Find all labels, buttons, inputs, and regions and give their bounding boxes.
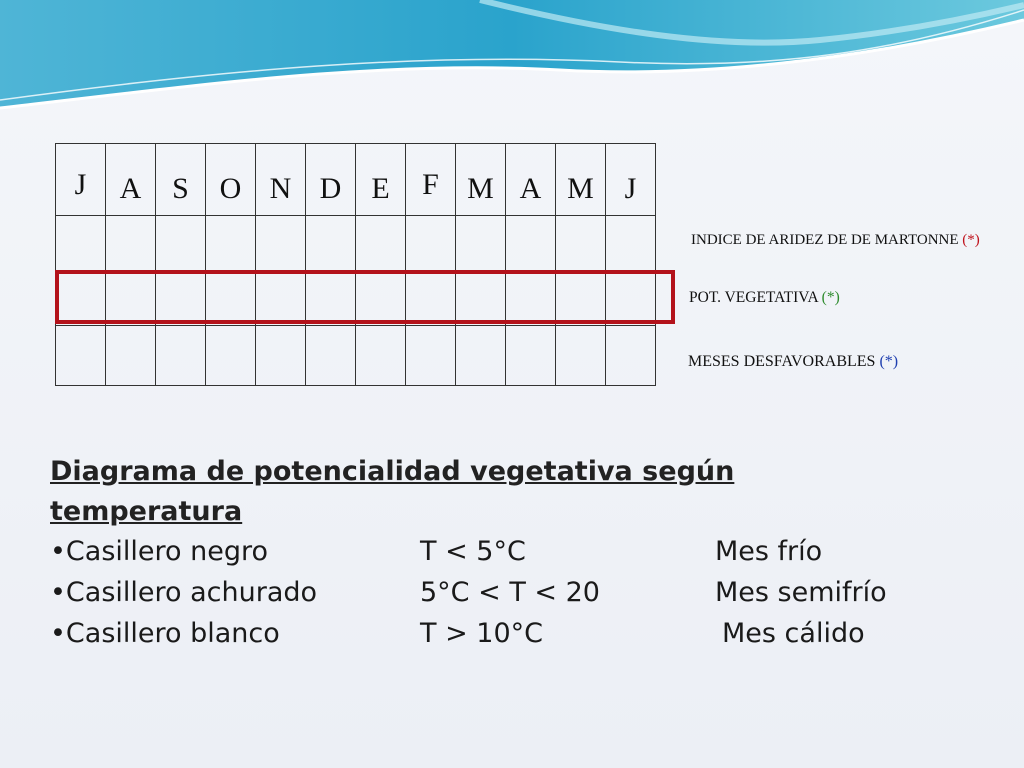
grid-cell bbox=[356, 326, 406, 386]
month-label: A bbox=[119, 171, 142, 205]
grid-cell bbox=[206, 326, 256, 386]
row-label-text: INDICE DE ARIDEZ DE DE MARTONNE bbox=[691, 232, 959, 248]
caption-title: Diagrama de potencialidad vegetativa según temperatura bbox=[50, 456, 735, 527]
month-cell bbox=[556, 144, 606, 216]
grid-cell bbox=[556, 326, 606, 386]
legend-row bbox=[50, 614, 990, 655]
grid-cell bbox=[356, 216, 406, 271]
month-header-row bbox=[56, 144, 656, 216]
row-label-asterisk: (*) bbox=[962, 232, 980, 248]
month-label: A bbox=[519, 171, 542, 205]
vegetative-potential-label bbox=[689, 289, 840, 307]
month-diagram-table bbox=[55, 143, 656, 386]
grid-cell bbox=[306, 326, 356, 386]
month-cell bbox=[456, 144, 506, 216]
legend-box-type: •Casillero negro bbox=[50, 536, 269, 567]
month-cell bbox=[306, 144, 356, 216]
month-label: N bbox=[269, 171, 292, 205]
month-cell bbox=[406, 144, 456, 216]
month-label: J bbox=[74, 167, 87, 201]
month-cell bbox=[356, 144, 406, 216]
grid-cell bbox=[406, 326, 456, 386]
grid-cell bbox=[406, 216, 456, 271]
grid-cell bbox=[606, 216, 656, 271]
month-label: M bbox=[467, 171, 494, 205]
legend-box-type: •Casillero achurado bbox=[50, 577, 318, 608]
legend-condition: 5°C < T < 20 bbox=[420, 577, 600, 608]
month-label: M bbox=[567, 171, 594, 205]
legend-box-type: •Casillero blanco bbox=[50, 618, 280, 649]
legend-condition: T > 10°C bbox=[420, 618, 543, 649]
decorative-wave-banner bbox=[0, 0, 1024, 120]
month-cell bbox=[506, 144, 556, 216]
grid-cell bbox=[506, 216, 556, 271]
month-cell bbox=[106, 144, 156, 216]
aridity-index-row bbox=[56, 216, 656, 271]
legend-condition: T < 5°C bbox=[420, 536, 526, 567]
legend-row bbox=[50, 532, 990, 573]
highlight-frame bbox=[55, 270, 675, 324]
grid-cell bbox=[456, 216, 506, 271]
month-label: J bbox=[624, 171, 637, 205]
legend-row bbox=[50, 573, 990, 614]
grid-cell bbox=[56, 326, 106, 386]
grid-cell bbox=[106, 326, 156, 386]
grid-cell bbox=[456, 326, 506, 386]
unfavorable-months-label bbox=[688, 353, 898, 371]
month-label: F bbox=[422, 167, 439, 201]
row-label-asterisk: (*) bbox=[879, 353, 899, 370]
grid-cell bbox=[506, 326, 556, 386]
row-label-asterisk: (*) bbox=[821, 289, 840, 306]
month-cell bbox=[206, 144, 256, 216]
grid-cell bbox=[256, 326, 306, 386]
grid-cell bbox=[256, 216, 306, 271]
grid-cell bbox=[56, 216, 106, 271]
month-label: S bbox=[172, 171, 189, 205]
row-label-text: POT. VEGETATIVA bbox=[689, 289, 818, 306]
grid-cell bbox=[306, 216, 356, 271]
grid-cell bbox=[556, 216, 606, 271]
legend-meaning: Mes semifrío bbox=[715, 577, 887, 608]
grid-cell bbox=[106, 216, 156, 271]
unfavorable-months-row bbox=[56, 326, 656, 386]
month-cell bbox=[256, 144, 306, 216]
aridity-index-label bbox=[691, 232, 980, 249]
legend-meaning: Mes frío bbox=[715, 536, 823, 567]
grid-cell bbox=[156, 326, 206, 386]
row-label-text: MESES DESFAVORABLES bbox=[688, 353, 876, 370]
month-cell bbox=[606, 144, 656, 216]
month-label: O bbox=[219, 171, 242, 205]
legend-meaning: Mes cálido bbox=[722, 618, 865, 649]
caption-block bbox=[50, 452, 990, 655]
month-cell bbox=[156, 144, 206, 216]
month-label: D bbox=[319, 171, 342, 205]
grid-cell bbox=[206, 216, 256, 271]
grid-cell bbox=[606, 326, 656, 386]
grid-cell bbox=[156, 216, 206, 271]
month-cell bbox=[56, 144, 106, 216]
month-label: E bbox=[371, 171, 390, 205]
